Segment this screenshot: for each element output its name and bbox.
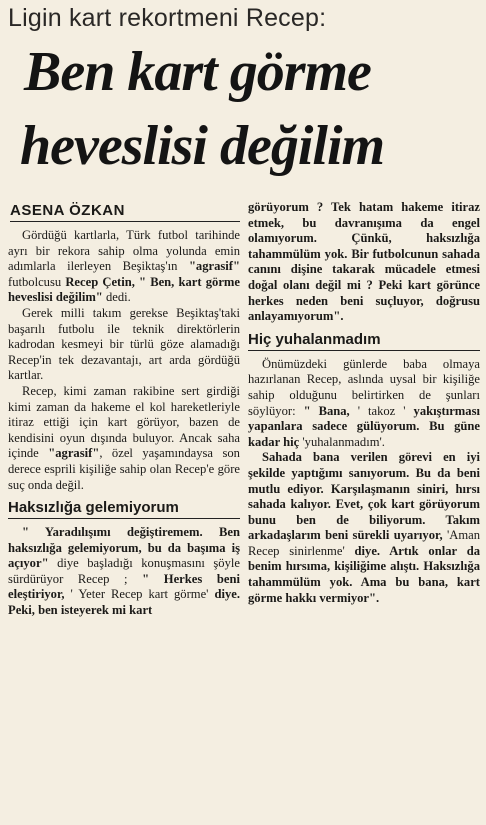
subheading-haksizliga: Haksızlığa gelemiyorum (8, 499, 240, 519)
player-name: Recep Çetin, (65, 274, 135, 289)
headline-line-2: heveslisi değilim (20, 115, 385, 177)
paragraph-1-text: Gördüğü kartlarla, Türk futbol tarihinde ayrı bir rekora sahip olma yolunda emin adımlarla ilerleyen Beşiktaş'ın (8, 228, 240, 274)
right-column (248, 200, 480, 606)
paragraph-6-bold: " Bana, (303, 403, 350, 418)
paragraph-6-bold-2: yakıştırması yapanlara sadece gülüyorum. Bu güne kadar hiç (248, 403, 480, 449)
headline-line-1: Ben kart görme (24, 41, 371, 103)
paragraph-1-bold-word: "agrasif" (188, 259, 240, 274)
paragraph-6-text-a: Önümüzdeki günlerde baba olmaya hazırlanan Recep, aslında uysal bir kişiliğe sahip olduğunu belirtirken de şunları söylüyor: (248, 356, 480, 418)
paragraph-3-text-b: , özel yaşamındaysa son derece esprili kişiliğe sahip olan Recep'e göre suç onda değil. (8, 446, 240, 492)
paragraph-1-quote: " Ben, kart görme heveslisi değilim" (8, 274, 240, 305)
paragraph-4-text-a: diye başladığı konuşmasını şöyle sürdürüyor Recep ; (8, 556, 240, 586)
paragraph-7-quote: 'Aman Recep sinirlenme' (248, 528, 480, 558)
paragraph-3-text-a: Recep, kimi zaman rakibine sert girdiği kimi zaman da hakeme el kol hareketleriyle itiraz ettiği için kart görüyor, bazen de kendisini oyun dışında buluyor. Ancak saha içinde (8, 383, 240, 461)
paragraph-6-text-c: 'yuhalanmadım'. (302, 434, 385, 449)
left-column (8, 200, 240, 619)
paragraph-6 (248, 357, 480, 451)
paragraph-4 (8, 525, 240, 619)
paragraph-5: görüyorum ? Tek hatam hakeme itiraz etmek, bu davranışıma da engel olamıyorum. Çünkü, haksızlığa tahammülüm yok. Bir futbolcunun sahada canını dişine takarak mücadele etmesi doğal olanı değil mi ? Peki kart görünce herkes neden beni suçluyor, doğrusu anlayamıyorum". (248, 200, 480, 324)
paragraph-4-bold-2: " Herkes beni eleştiriyor, (8, 571, 240, 602)
article-kicker: Ligin kart rekortmeni Recep: (8, 4, 327, 32)
paragraph-1 (8, 228, 240, 306)
paragraph-7-bold-2: diye. Artık onlar da benim hırsıma, kişiliğime alıştı. Haksızlığa tahammülüm yok. Ama bu bana, kart görme hakkı vermiyor". (248, 543, 480, 605)
paragraph-2: Gerek milli takım gerekse Beşiktaş'taki başarılı futbolu ile teknik direktörlerin kadrodan kesmeyi bir türlü göze alamadığı Recep'in tek dezavantajı, art arda gördüğü kartlar. (8, 305, 240, 383)
paragraph-1-mid-text: futbolcusu (8, 274, 62, 289)
paragraph-3 (8, 384, 240, 493)
paragraph-3-bold-word: "agrasif" (48, 446, 100, 461)
paragraph-6-takoz: ' takoz ' (357, 403, 406, 418)
paragraph-4-text-b: ' Yeter Recep kart görme' (70, 587, 209, 602)
byline: ASENA ÖZKAN (10, 202, 240, 222)
subheading-yuhalanmadim: Hiç yuhalanmadım (248, 331, 480, 351)
paragraph-4-quote: " Yaradılışımı değiştiremem. Ben haksızlığa gelemiyorum, bu da başıma iş açıyor" (8, 525, 240, 571)
paragraph-1-end: dedi. (105, 290, 131, 305)
paragraph-7-bold: Sahada bana verilen görevi en iyi şekilde yaptığımı sanıyorum. Bu da beni mutlu ediyor. Karşılaşmanın siniri, hırsı sahada kalıyor. Evet, çok kart görüyorum bunu ben de biliyorum. Takım arkadaşlarım beni sürekli uyarıyor, (248, 450, 480, 543)
paragraph-4-bold-3: diye. Peki, ben isteyerek mi kart (8, 587, 240, 618)
paragraph-7 (248, 450, 480, 606)
